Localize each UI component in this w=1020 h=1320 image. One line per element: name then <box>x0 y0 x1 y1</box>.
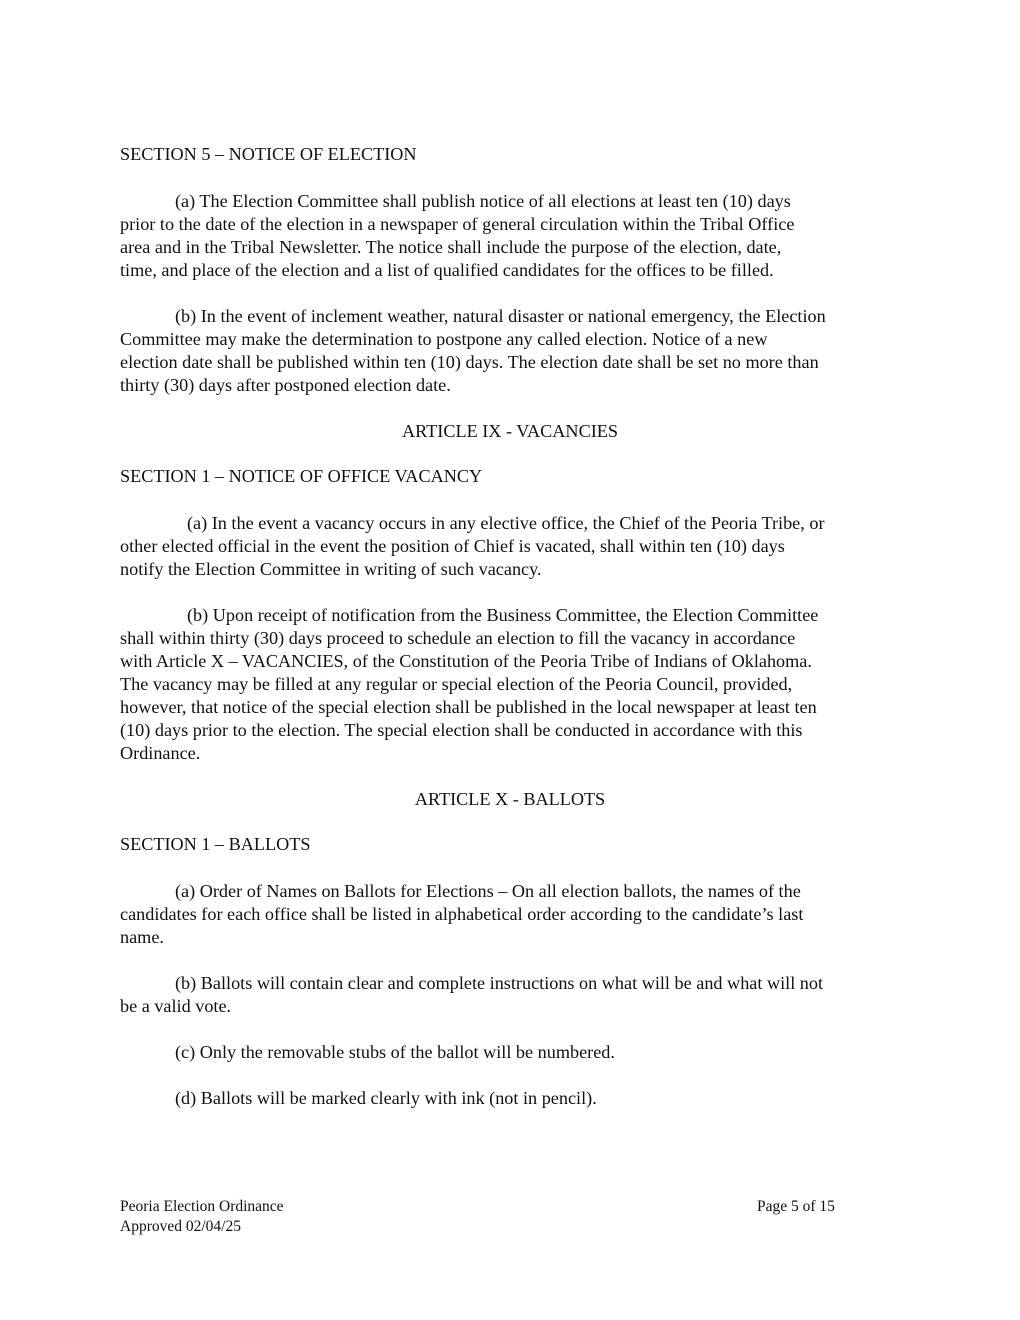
article-9-para-b-line-2: shall within thirty (30) days proceed to schedule an election to fill the vacancy in accordance <box>120 628 796 648</box>
section-5-heading: SECTION 5 – NOTICE OF ELECTION <box>120 144 417 164</box>
section-5-para-a-line-4: time, and place of the election and a list of qualified candidates for the offices to be filled. <box>120 260 774 280</box>
section-5-paragraph-b <box>120 305 910 397</box>
article-10-paragraph-c <box>120 1041 910 1064</box>
article-9-section-1-heading: SECTION 1 – NOTICE OF OFFICE VACANCY <box>120 466 483 486</box>
article-10-para-b-line-1: (b) Ballots will contain clear and complete instructions on what will be and what will not <box>175 973 824 993</box>
section-5-para-b-line-3: election date shall be published within ten (10) days. The election date shall be set no more than <box>120 352 819 372</box>
article-10-title: ARTICLE X - BALLOTS <box>414 789 606 809</box>
article-10-para-d-line-1: (d) Ballots will be marked clearly with ink (not in pencil). <box>175 1088 597 1108</box>
article-10-para-b-line-2: be a valid vote. <box>120 996 232 1016</box>
article-10-paragraph-b <box>120 972 910 1018</box>
article-10-para-a-line-3: name. <box>120 927 164 947</box>
section-5-paragraph-a <box>120 190 910 282</box>
section-5-para-b-line-2: Committee may make the determination to postpone any called election. Notice of a new <box>120 329 768 349</box>
footer-document-title: Peoria Election Ordinance <box>120 1198 284 1215</box>
article-9-para-b-line-6: (10) days prior to the election. The special election shall be conducted in accordance with this <box>120 720 803 740</box>
article-10-section-1-heading: SECTION 1 – BALLOTS <box>120 834 311 854</box>
section-5-para-a-line-3: area and in the Tribal Newsletter. The notice shall include the purpose of the election, date, <box>120 237 782 257</box>
article-9-paragraph-b <box>120 604 910 765</box>
article-9-para-a-line-2: other elected official in the event the position of Chief is vacated, shall within ten (10) days <box>120 536 785 556</box>
article-9-para-b-line-4: The vacancy may be filled at any regular or special election of the Peoria Council, provided, <box>120 674 793 694</box>
article-10-paragraph-d <box>120 1087 910 1110</box>
footer-page-number: Page 5 of 15 <box>757 1198 835 1215</box>
article-9-para-a-line-3: notify the Election Committee in writing of such vacancy. <box>120 559 542 579</box>
footer-approved-date: Approved 02/04/25 <box>120 1218 241 1235</box>
article-9-para-b-line-7: Ordinance. <box>120 743 201 763</box>
article-10-para-a-line-2: candidates for each office shall be listed in alphabetical order according to the candidate’s last <box>120 904 804 924</box>
section-5-para-b-line-4: thirty (30) days after postponed election date. <box>120 375 451 395</box>
article-10-paragraph-a <box>120 880 910 949</box>
section-5-para-a-line-1: (a) The Election Committee shall publish notice of all elections at least ten (10) days <box>175 191 791 211</box>
section-5-para-a-line-2: prior to the date of the election in a newspaper of general circulation within the Tribal Office <box>120 214 795 234</box>
article-9-para-b-line-3: with Article X – VACANCIES, of the Constitution of the Peoria Tribe of Indians of Oklahoma. <box>120 651 812 671</box>
article-9-para-a-line-1: (a) In the event a vacancy occurs in any elective office, the Chief of the Peoria Tribe, or <box>187 513 825 533</box>
section-5-para-b-line-1: (b) In the event of inclement weather, natural disaster or national emergency, the Election <box>175 306 826 326</box>
article-9-paragraph-a <box>120 512 910 581</box>
article-9-para-b-line-1: (b) Upon receipt of notification from the Business Committee, the Election Committee <box>187 605 819 625</box>
article-10-para-a-line-1: (a) Order of Names on Ballots for Elections – On all election ballots, the names of the <box>175 881 801 901</box>
article-9-title: ARTICLE IX - VACANCIES <box>402 421 618 441</box>
article-10-para-c-line-1: (c) Only the removable stubs of the ballot will be numbered. <box>175 1042 615 1062</box>
article-9-para-b-line-5: however, that notice of the special election shall be published in the local newspaper at least ten <box>120 697 817 717</box>
